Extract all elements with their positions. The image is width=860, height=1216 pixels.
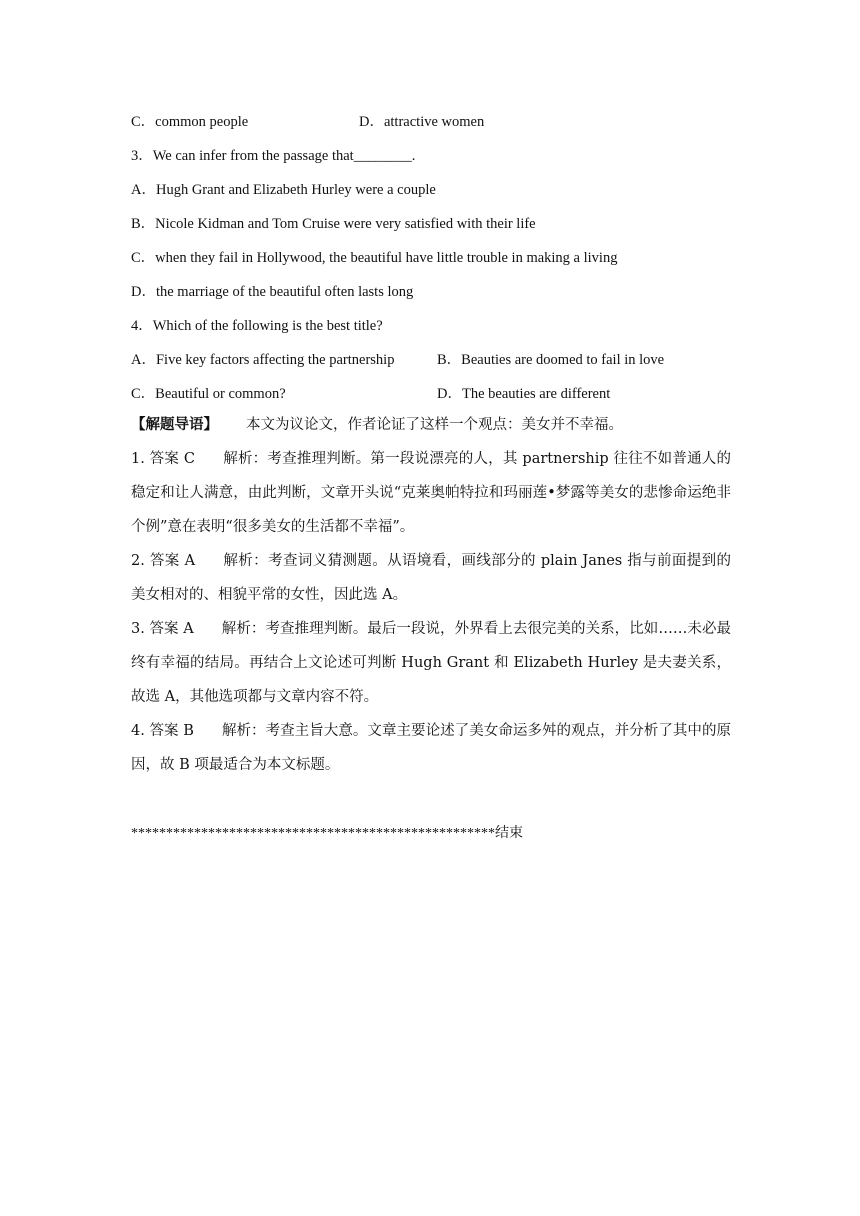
q3-option-c: C．when they fail in Hollywood, the beautiful have little trouble in making a living (131, 250, 618, 266)
answer-4-label: 4. 答案 B (131, 723, 194, 739)
guide-heading: 【解题导语】 (131, 416, 218, 433)
answer-1-label: 1. 答案 C (131, 451, 196, 467)
q4-option-d: D．The beauties are different (437, 386, 611, 402)
q3-option-b: B．Nicole Kidman and Tom Cruise were very satisfied with their life (131, 216, 536, 232)
answer-4 (131, 714, 731, 782)
q3-option-d: D．the marriage of the beautiful often lasts long (131, 284, 414, 300)
answer-2-text: 解析：考查词义猜测题。从语境看，画线部分的 plain Janes 指与前面提到的美女相对的、相貌平常的女性，因此选 A。 (131, 553, 731, 603)
guide-paragraph (131, 408, 731, 442)
end-marker: ****************************************************结束 (131, 826, 523, 841)
q4-option-c: C．Beautiful or common? (131, 386, 286, 402)
answer-2-label: 2. 答案 A (131, 553, 196, 569)
answer-3 (131, 612, 731, 714)
q4-option-a: A．Five key factors affecting the partnership (131, 352, 395, 368)
answer-3-text: 解析：考查推理判断。最后一段说，外界看上去很完美的关系，比如……未必最终有幸福的结局。再结合上文论述可判断 Hugh Grant 和 Elizabeth Hurley 是夫妻关系，故选 A，其他选项都与文章内容不符。 (131, 621, 731, 705)
answer-4-text: 解析：考查主旨大意。文章主要论述了美女命运多舛的观点，并分析了其中的原因，故 B 项最适合为本文标题。 (131, 723, 732, 773)
q2-option-d: D．attractive women (359, 114, 485, 130)
q3-stem: 3．We can infer from the passage that________. (131, 148, 416, 164)
q2-option-c: C．common people (131, 114, 249, 130)
guide-text: 本文为议论文，作者论证了这样一个观点：美女并不幸福。 (246, 417, 623, 433)
answer-3-label: 3. 答案 A (131, 621, 194, 637)
answer-1 (131, 442, 731, 544)
answer-2 (131, 544, 731, 612)
q4-stem: 4．Which of the following is the best title? (131, 318, 383, 334)
answer-1-text: 解析：考查推理判断。第一段说漂亮的人，其 partnership 往往不如普通人的稳定和让人满意，由此判断，文章开头说“克莱奥帕特拉和玛丽莲•梦露等美女的悲惨命运绝非个例”意在表明“很多美女的生活都不幸福”。 (131, 451, 732, 535)
q4-option-b: B．Beauties are doomed to fail in love (437, 352, 665, 368)
q3-option-a: A．Hugh Grant and Elizabeth Hurley were a couple (131, 182, 436, 198)
